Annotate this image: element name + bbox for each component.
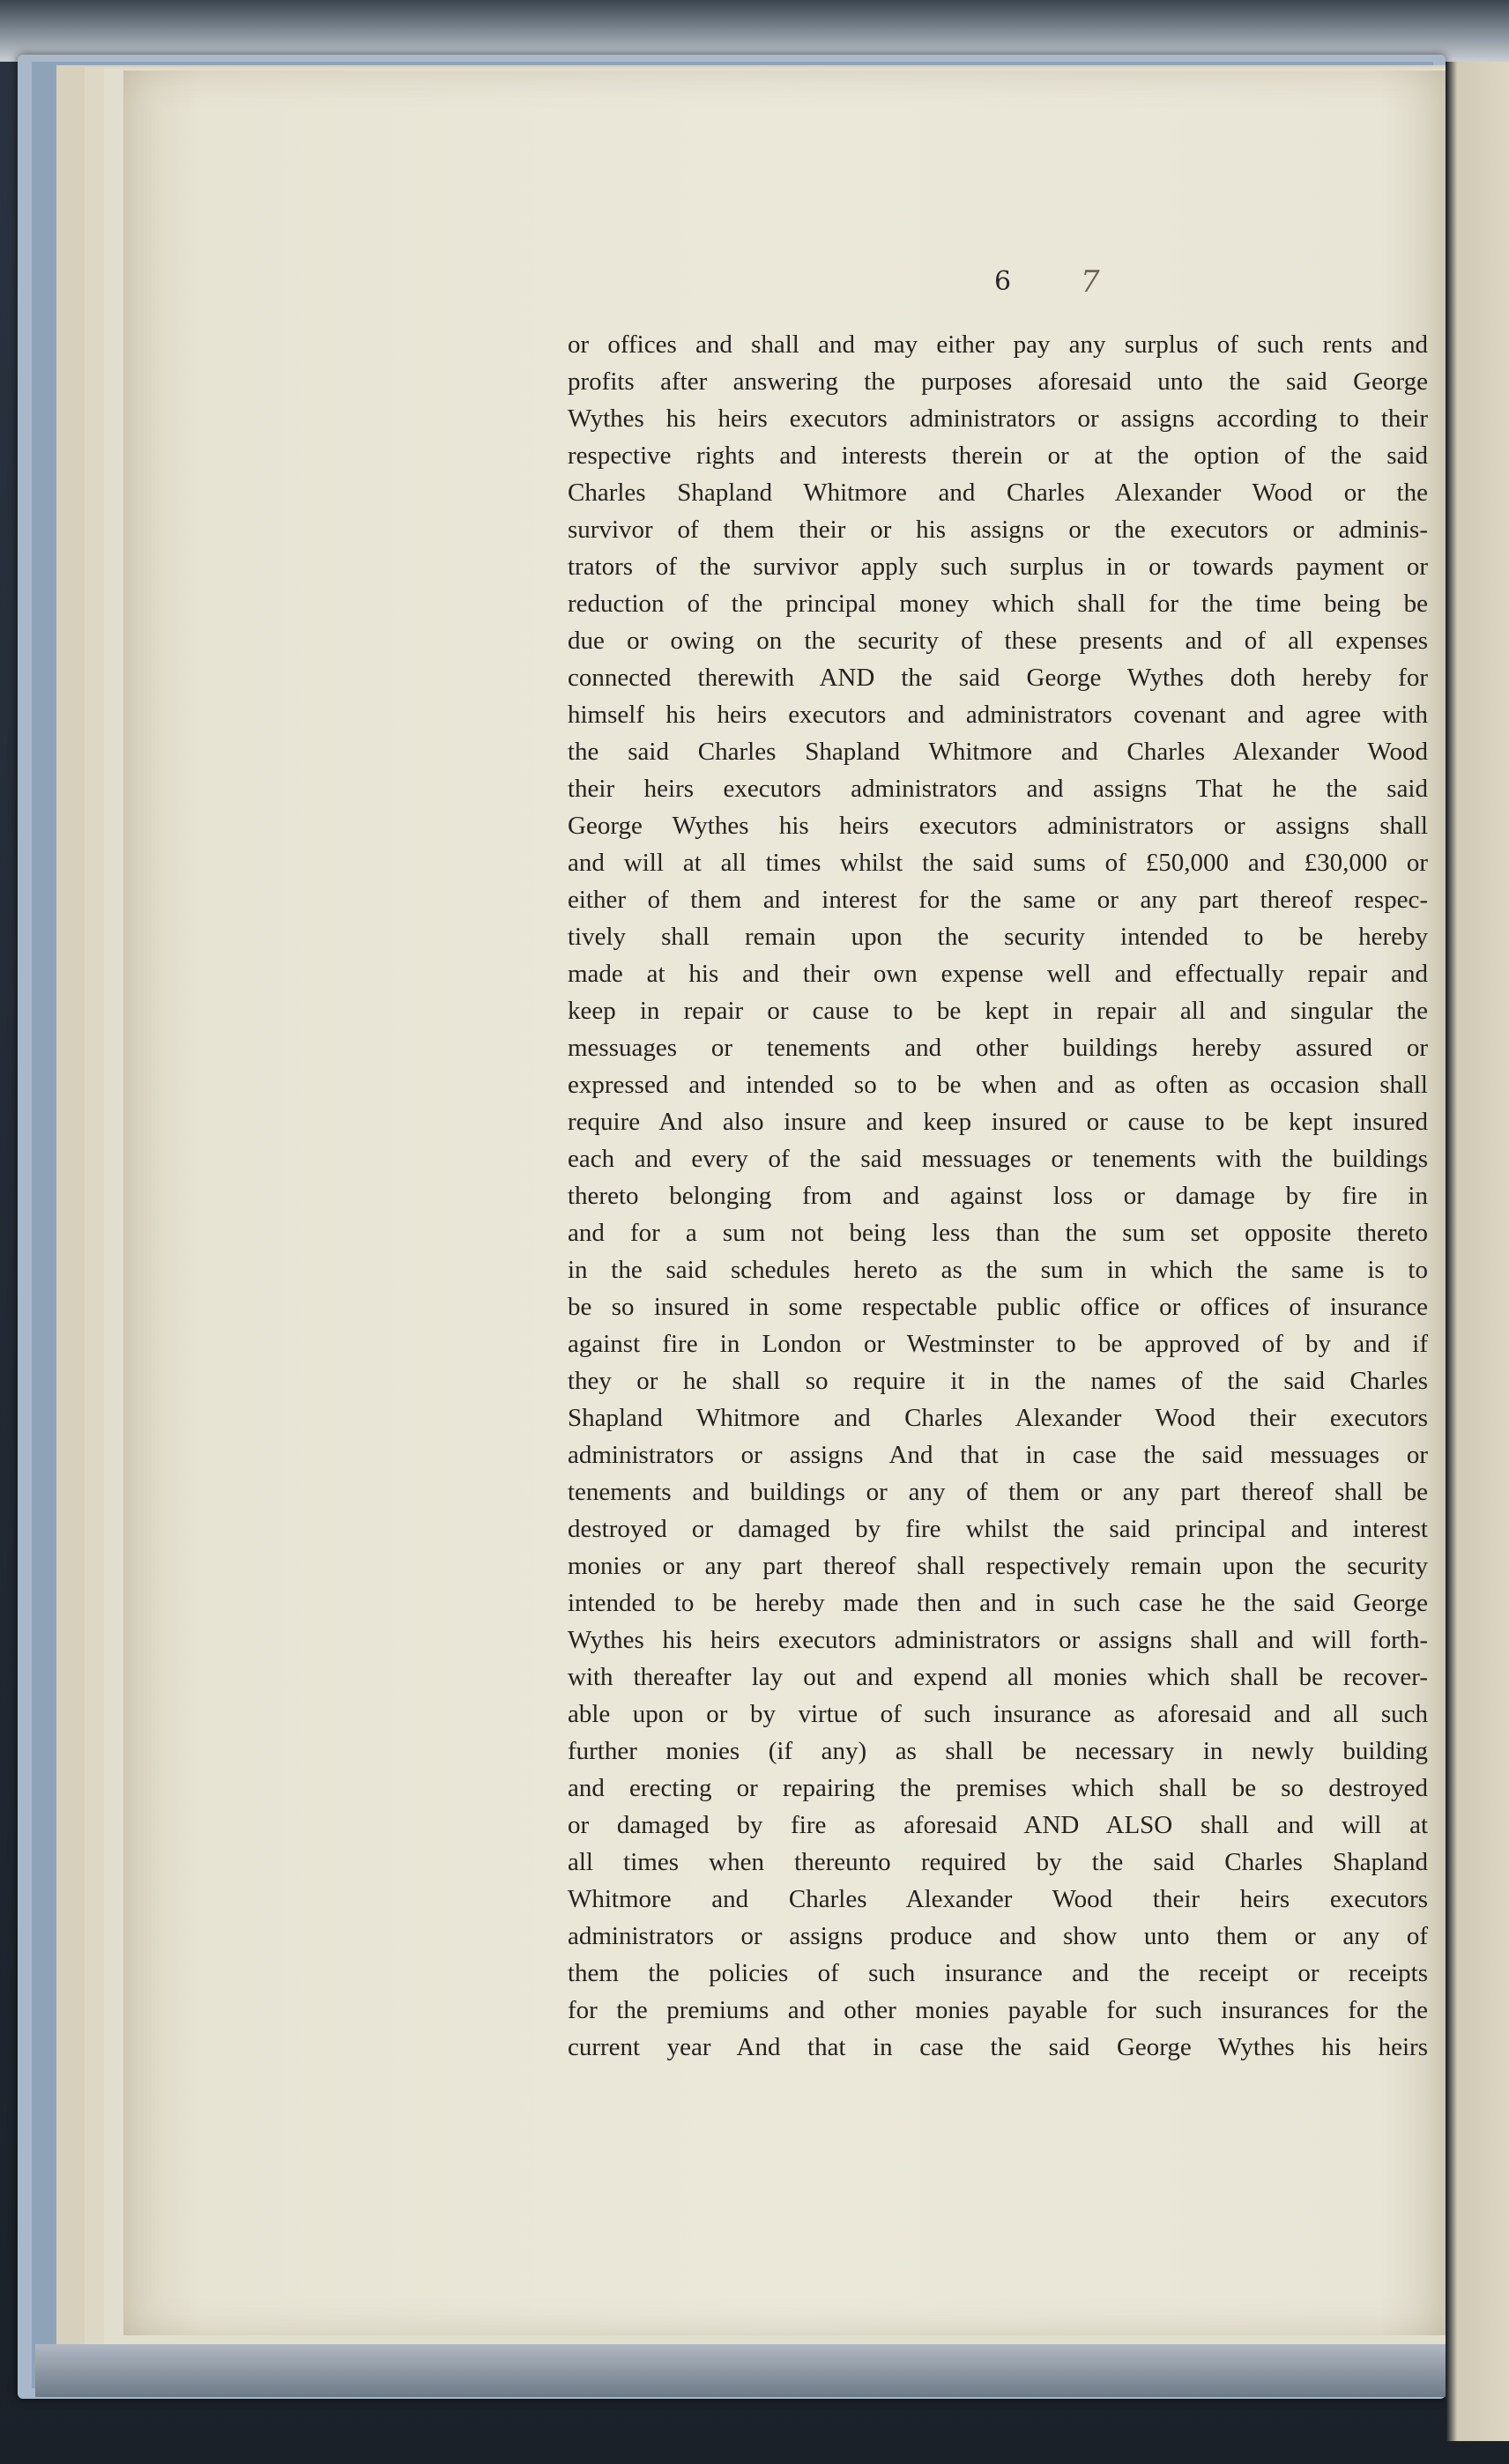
text-line: Shapland Whitmore and Charles Alexander Wood their executors (568, 1404, 1428, 1432)
text-line: against fire in London or Westminster to be approved of by and if (568, 1330, 1428, 1358)
text-line: monies or any part thereof shall respectively remain upon the security (568, 1552, 1428, 1580)
text-line: further monies (if any) as shall be necessary in newly building (568, 1737, 1428, 1765)
text-line: keep in repair or cause to be kept in repair all and singular the (568, 997, 1428, 1025)
text-line: or damaged by fire as aforesaid AND ALSO shall and will at (568, 1811, 1428, 1839)
text-line: current year And that in case the said George Wythes his heirs (568, 2033, 1428, 2061)
text-line: with thereafter lay out and expend all monies which shall be recover- (568, 1663, 1428, 1691)
text-line: Wythes his heirs executors administrators or assigns according to their (568, 404, 1428, 433)
text-line: tively shall remain upon the security intended to be hereby (568, 923, 1428, 951)
text-line: made at his and their own expense well and effectually repair and (568, 960, 1428, 988)
text-line: require And also insure and keep insured or cause to be kept insured (568, 1108, 1428, 1136)
text-line: them the policies of such insurance and the receipt or receipts (568, 1959, 1428, 1987)
text-line: able upon or by virtue of such insurance as aforesaid and all such (568, 1700, 1428, 1728)
text-line: administrators or assigns And that in case the said messuages or (568, 1441, 1428, 1469)
text-line: administrators or assigns produce and show unto them or any of (568, 1922, 1428, 1950)
facing-page-edge (1446, 62, 1509, 2441)
text-line: due or owing on the security of these presents and of all expenses (568, 627, 1428, 655)
text-line: either of them and interest for the same or any part thereof respec- (568, 886, 1428, 914)
text-line: or offices and shall and may either pay any surplus of such rents and (568, 330, 1428, 359)
text-line: they or he shall so require it in the names of the said Charles (568, 1367, 1428, 1395)
text-line: thereto belonging from and against loss or damage by fire in (568, 1182, 1428, 1210)
text-line: tenements and buildings or any of them or any part thereof shall be (568, 1478, 1428, 1506)
book-binding-bottom (35, 2344, 1446, 2397)
text-line: expressed and intended so to be when and as often as occasion shall (568, 1071, 1428, 1099)
text-line: for the premiums and other monies payable for such insurances for the (568, 1996, 1428, 2024)
text-line: Wythes his heirs executors administrators or assigns shall and will forth- (568, 1626, 1428, 1654)
text-line: Charles Shapland Whitmore and Charles Alexander Wood or the (568, 479, 1428, 507)
page-number: 6 (994, 266, 1012, 297)
text-line: trators of the survivor apply such surplus in or towards payment or (568, 553, 1428, 581)
text-line: reduction of the principal money which shall for the time being be (568, 590, 1428, 618)
text-line: intended to be hereby made then and in such case he the said George (568, 1589, 1428, 1617)
text-line: each and every of the said messuages or tenements with the buildings (568, 1145, 1428, 1173)
text-line: respective rights and interests therein or at the option of the said (568, 442, 1428, 470)
text-line: connected therewith AND the said George Wythes doth hereby for (568, 664, 1428, 692)
text-line: George Wythes his heirs executors administrators or assigns shall (568, 812, 1428, 840)
text-line: messuages or tenements and other buildings hereby assured or (568, 1034, 1428, 1062)
text-line: survivor of them their or his assigns or the executors or adminis- (568, 516, 1428, 544)
book-binding-top (0, 0, 1509, 62)
text-line: be so insured in some respectable public office or offices of insurance (568, 1293, 1428, 1321)
text-line: the said Charles Shapland Whitmore and Charles Alexander Wood (568, 738, 1428, 766)
text-line: himself his heirs executors and administrators covenant and agree with (568, 701, 1428, 729)
text-line: and will at all times whilst the said sums of £50,000 and £30,000 or (568, 849, 1428, 877)
text-line: profits after answering the purposes aforesaid unto the said George (568, 367, 1428, 396)
text-line: and erecting or repairing the premises which shall be so destroyed (568, 1774, 1428, 1802)
text-line: and for a sum not being less than the sum set opposite thereto (568, 1219, 1428, 1247)
body-text (568, 326, 1428, 2066)
text-line: Whitmore and Charles Alexander Wood their heirs executors (568, 1885, 1428, 1913)
text-line: in the said schedules hereto as the sum in which the same is to (568, 1256, 1428, 1284)
text-line: their heirs executors administrators and assigns That he the said (568, 775, 1428, 803)
text-line: destroyed or damaged by fire whilst the said principal and interest (568, 1515, 1428, 1543)
handwritten-folio-mark: 7 (1081, 264, 1100, 300)
text-line: all times when thereunto required by the said Charles Shapland (568, 1848, 1428, 1876)
